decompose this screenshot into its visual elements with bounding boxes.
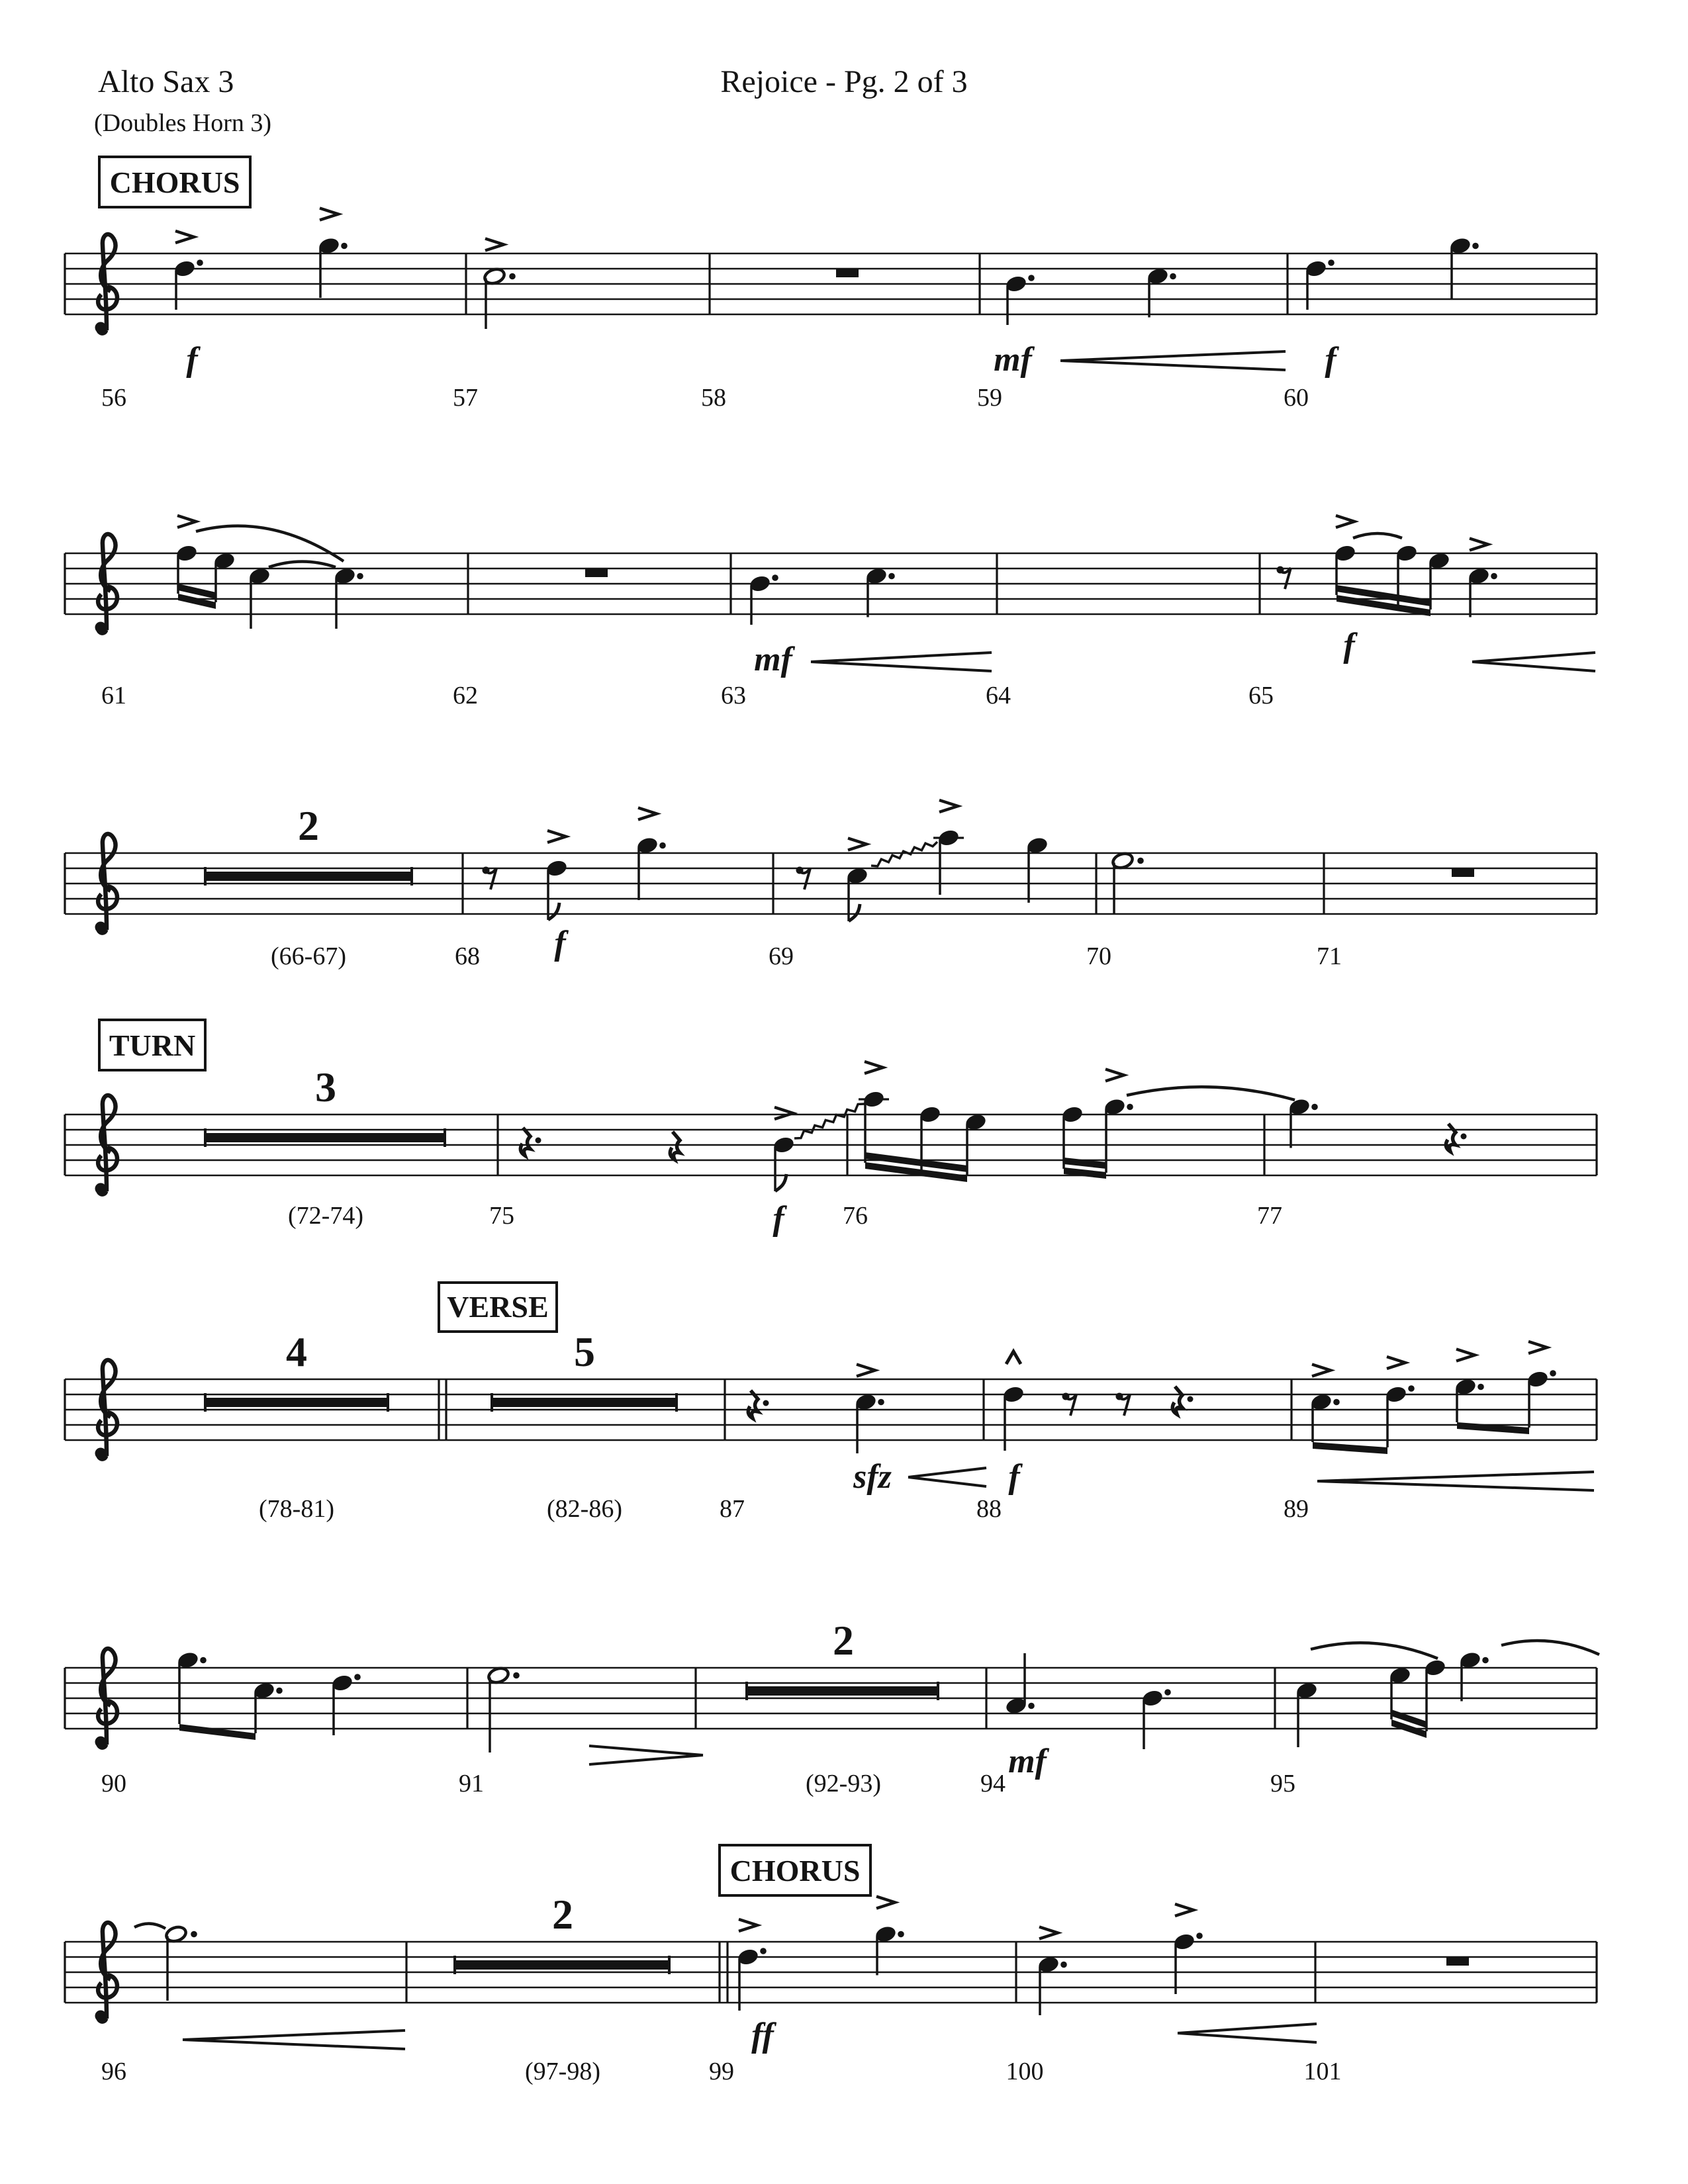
augmentation-dot xyxy=(536,1138,541,1144)
note-C5 xyxy=(1467,539,1497,617)
measure-number: 56 xyxy=(101,384,126,412)
measure-number: 101 xyxy=(1303,2058,1342,2085)
augmentation-dot xyxy=(1164,1689,1171,1696)
treble-clef xyxy=(95,1737,107,1748)
augmentation-dot xyxy=(191,1931,197,1938)
dynamic-mf: mf xyxy=(1008,1743,1047,1780)
slur xyxy=(269,562,336,568)
measure-number: 94 xyxy=(980,1770,1006,1797)
crescendo-hairpin xyxy=(183,2040,405,2049)
accent-mark xyxy=(774,1107,793,1119)
system-7 xyxy=(65,1845,1597,2085)
note-D5 xyxy=(736,1919,766,2011)
treble-clef xyxy=(101,1649,115,1745)
augmentation-dot xyxy=(659,842,666,849)
beam xyxy=(1064,1167,1106,1179)
multirest-range: (82-86) xyxy=(547,1495,622,1523)
multirest-bar xyxy=(455,1960,669,1970)
note-C5 xyxy=(1146,267,1176,318)
rest-whole xyxy=(585,569,608,577)
measure-number: 61 xyxy=(101,682,126,709)
crescendo-hairpin xyxy=(908,1468,986,1477)
accent-mark xyxy=(939,800,958,812)
multirest-count: 2 xyxy=(298,802,319,849)
measure-number: 87 xyxy=(720,1495,745,1523)
augmentation-dot xyxy=(1028,275,1035,281)
note-E5 xyxy=(1454,1349,1483,1423)
treble-clef xyxy=(95,1183,107,1195)
augmentation-dot xyxy=(1482,1657,1489,1664)
multirest-range: (97-98) xyxy=(525,2058,600,2085)
beam xyxy=(179,1724,256,1740)
augmentation-dot xyxy=(1137,858,1144,864)
crescendo-hairpin xyxy=(811,653,992,662)
multirest-bar xyxy=(205,1398,388,1407)
treble-clef xyxy=(95,1448,107,1459)
note-G5 xyxy=(1458,1651,1488,1702)
multirest-range: (66-67) xyxy=(271,942,346,970)
measure-number: 59 xyxy=(977,384,1002,412)
multirest-bar xyxy=(205,872,412,881)
note-C5 xyxy=(865,567,894,617)
note-E5 xyxy=(1427,551,1450,610)
augmentation-dot xyxy=(357,573,363,580)
augmentation-dot xyxy=(1028,1703,1035,1709)
accent-mark xyxy=(175,231,194,243)
measure-number: 89 xyxy=(1284,1495,1309,1523)
slur xyxy=(134,1923,165,1929)
crescendo-hairpin xyxy=(1060,361,1286,370)
measure-number: 77 xyxy=(1257,1202,1282,1230)
crescendo-hairpin xyxy=(183,2030,405,2040)
marcato-mark xyxy=(1006,1351,1021,1364)
augmentation-dot xyxy=(772,574,778,581)
system-4 xyxy=(65,1020,1597,1238)
multirest-range: (78-81) xyxy=(259,1495,334,1523)
treble-clef xyxy=(95,922,107,933)
note-C5 xyxy=(252,1681,282,1733)
gliss-wavy-line xyxy=(794,1104,865,1138)
note-F5 xyxy=(1423,1658,1446,1731)
section-label: CHORUS xyxy=(729,1854,861,1888)
measure-number: 65 xyxy=(1248,682,1274,709)
dynamic-f: f xyxy=(1325,341,1336,379)
note-F5 xyxy=(1172,1904,1202,1994)
augmentation-dot xyxy=(341,243,348,250)
note-D5 xyxy=(1002,1351,1025,1451)
accent-mark xyxy=(485,239,504,251)
dynamic-mf: mf xyxy=(754,641,792,678)
measure-number: 64 xyxy=(986,682,1011,709)
accent-mark xyxy=(1456,1349,1475,1361)
note-F5 xyxy=(1526,1342,1556,1428)
measure-number: 96 xyxy=(101,2058,126,2085)
accent-mark xyxy=(547,831,566,842)
multirest-range: (72-74) xyxy=(288,1202,363,1230)
augmentation-dot xyxy=(1127,1104,1133,1111)
system-3 xyxy=(65,800,1597,970)
accent-mark xyxy=(1336,516,1354,527)
augmentation-dot xyxy=(1477,1384,1484,1390)
system-2 xyxy=(65,516,1597,709)
multirest-bar xyxy=(205,1133,445,1142)
section-label: CHORUS xyxy=(109,165,240,199)
crescendo-hairpin xyxy=(908,1477,986,1486)
multirest-count: 5 xyxy=(574,1328,595,1375)
crescendo-hairpin xyxy=(811,662,992,671)
note-C5 xyxy=(248,567,271,629)
measure-number: 63 xyxy=(721,682,746,709)
treble-clef xyxy=(95,622,107,633)
measure-number: 90 xyxy=(101,1770,126,1797)
decrescendo-hairpin xyxy=(589,1746,703,1755)
multirest-count: 4 xyxy=(286,1328,307,1375)
augmentation-dot xyxy=(513,1672,520,1679)
accent-mark xyxy=(320,208,338,220)
rest-quarter xyxy=(1446,1124,1456,1152)
eighth-flag xyxy=(849,904,860,921)
slur xyxy=(1353,533,1402,538)
rest-quarter xyxy=(520,1128,530,1156)
treble-clef xyxy=(95,322,107,334)
treble-clef xyxy=(95,2011,107,2022)
measure-number: 99 xyxy=(709,2058,734,2085)
accent-mark xyxy=(865,1062,883,1073)
measure-number: 60 xyxy=(1284,384,1309,412)
augmentation-dot xyxy=(1461,1134,1467,1140)
crescendo-hairpin xyxy=(1317,1472,1594,1481)
crescendo-hairpin xyxy=(1178,2033,1317,2042)
note-G5 xyxy=(1025,836,1049,903)
note-G5 xyxy=(1288,1097,1317,1148)
crescendo-hairpin xyxy=(1472,662,1595,671)
dynamic-f: f xyxy=(1343,627,1355,664)
measure-number: 100 xyxy=(1006,2058,1044,2085)
accent-mark xyxy=(1387,1357,1405,1369)
note-D5 xyxy=(1384,1357,1414,1447)
accent-mark xyxy=(848,839,867,850)
accent-mark xyxy=(876,1897,895,1909)
multirest-count: 3 xyxy=(315,1064,336,1111)
beam xyxy=(1064,1158,1106,1169)
rest-whole xyxy=(1446,1958,1469,1966)
rest-whole xyxy=(1452,869,1474,877)
note-A5 xyxy=(859,1062,889,1163)
measure-number: 62 xyxy=(453,682,478,709)
accent-mark xyxy=(1470,539,1488,551)
augmentation-dot xyxy=(197,259,203,266)
augmentation-dot xyxy=(1188,1396,1194,1402)
treble-clef xyxy=(101,834,115,930)
augmentation-dot xyxy=(509,273,516,280)
accent-mark xyxy=(857,1365,875,1377)
note-C5 xyxy=(1309,1365,1339,1443)
system-5 xyxy=(65,1283,1597,1523)
augmentation-dot xyxy=(760,1948,767,1954)
augmentation-dot xyxy=(763,1400,769,1406)
eighth-flag xyxy=(548,903,559,920)
note-G5 xyxy=(1448,236,1478,299)
measure-number: 75 xyxy=(489,1202,514,1230)
note-C5 xyxy=(333,567,363,629)
crescendo-hairpin xyxy=(1060,351,1286,361)
measure-number: 57 xyxy=(453,384,478,412)
note-A4 xyxy=(1004,1653,1034,1715)
dynamic-mf: mf xyxy=(994,341,1032,379)
accent-mark xyxy=(1175,1904,1194,1916)
multirest-bar xyxy=(747,1686,938,1696)
eighth-flag xyxy=(775,1174,786,1191)
augmentation-dot xyxy=(1328,259,1335,266)
accent-mark xyxy=(1312,1365,1331,1377)
gliss-wavy-line xyxy=(871,842,937,866)
treble-clef xyxy=(101,1095,115,1191)
dynamic-ff: ff xyxy=(751,2017,774,2054)
augmentation-dot xyxy=(1060,1962,1067,1968)
augmentation-dot xyxy=(1311,1104,1318,1111)
note-A5 xyxy=(933,800,964,895)
note-G5 xyxy=(1103,1069,1133,1173)
treble-clef xyxy=(101,1923,115,2019)
multirest-count: 2 xyxy=(833,1617,854,1664)
measure-number: 71 xyxy=(1317,942,1342,970)
accent-mark xyxy=(1039,1927,1058,1939)
accent-mark xyxy=(177,516,196,527)
slur xyxy=(196,526,344,561)
augmentation-dot xyxy=(354,1674,361,1680)
measure-number: 70 xyxy=(1086,942,1111,970)
augmentation-dot xyxy=(1550,1370,1556,1377)
system-1 xyxy=(65,157,1597,412)
multirest-bar xyxy=(492,1398,677,1407)
slur xyxy=(1311,1643,1438,1659)
page-title: Rejoice - Pg. 2 of 3 xyxy=(720,64,968,99)
crescendo-hairpin xyxy=(1472,653,1595,662)
note-G5 xyxy=(874,1897,904,1976)
measure-number: 91 xyxy=(459,1770,484,1797)
augmentation-dot xyxy=(1170,273,1176,280)
treble-clef xyxy=(101,534,115,630)
system-6 xyxy=(65,1617,1599,1797)
section-label: TURN xyxy=(109,1028,196,1062)
measure-number: 95 xyxy=(1270,1770,1295,1797)
dynamic-f: f xyxy=(554,925,566,962)
dynamic-f: f xyxy=(186,341,198,379)
measure-number: 88 xyxy=(976,1495,1002,1523)
note-D5 xyxy=(173,231,203,310)
note-B4 xyxy=(772,1107,795,1191)
multirest-count: 2 xyxy=(552,1891,573,1938)
note-D5 xyxy=(545,831,568,920)
part-doubling-note: (Doubles Horn 3) xyxy=(94,109,272,137)
augmentation-dot xyxy=(878,1399,884,1406)
augmentation-dot xyxy=(888,573,895,580)
augmentation-dot xyxy=(276,1688,283,1694)
accent-mark xyxy=(638,808,657,820)
treble-clef xyxy=(101,234,115,330)
treble-clef xyxy=(101,1360,115,1456)
crescendo-hairpin xyxy=(1317,1481,1594,1490)
measure-number: 76 xyxy=(843,1202,868,1230)
augmentation-dot xyxy=(898,1931,904,1938)
dynamic-f: f xyxy=(1008,1458,1020,1496)
decrescendo-hairpin xyxy=(589,1755,703,1764)
measure-number: 58 xyxy=(701,384,726,412)
accent-mark xyxy=(1105,1069,1124,1081)
augmentation-dot xyxy=(1196,1933,1203,1939)
note-F5 xyxy=(175,516,198,594)
part-name: Alto Sax 3 xyxy=(98,64,234,99)
accent-mark xyxy=(1528,1342,1547,1353)
slur xyxy=(1127,1087,1295,1100)
augmentation-dot xyxy=(1333,1399,1340,1406)
dynamic-sfz: sfz xyxy=(853,1458,892,1496)
note-E5 xyxy=(487,1666,520,1752)
note-G5 xyxy=(165,1925,197,2001)
note-E5 xyxy=(212,551,236,602)
dynamic-f: f xyxy=(773,1200,784,1238)
measure-number: 68 xyxy=(455,942,480,970)
measure-number: 69 xyxy=(769,942,794,970)
augmentation-dot xyxy=(1408,1385,1415,1392)
rest-whole xyxy=(836,269,859,277)
augmentation-dot xyxy=(1491,573,1497,580)
augmentation-dot xyxy=(1472,243,1479,250)
beam xyxy=(1313,1442,1387,1454)
note-C5 xyxy=(845,839,868,922)
multirest-range: (92-93) xyxy=(806,1770,881,1797)
accent-mark xyxy=(739,1919,757,1931)
crescendo-hairpin xyxy=(1178,2024,1317,2033)
section-label: VERSE xyxy=(447,1290,549,1324)
augmentation-dot xyxy=(200,1657,207,1664)
slur xyxy=(1501,1641,1599,1655)
